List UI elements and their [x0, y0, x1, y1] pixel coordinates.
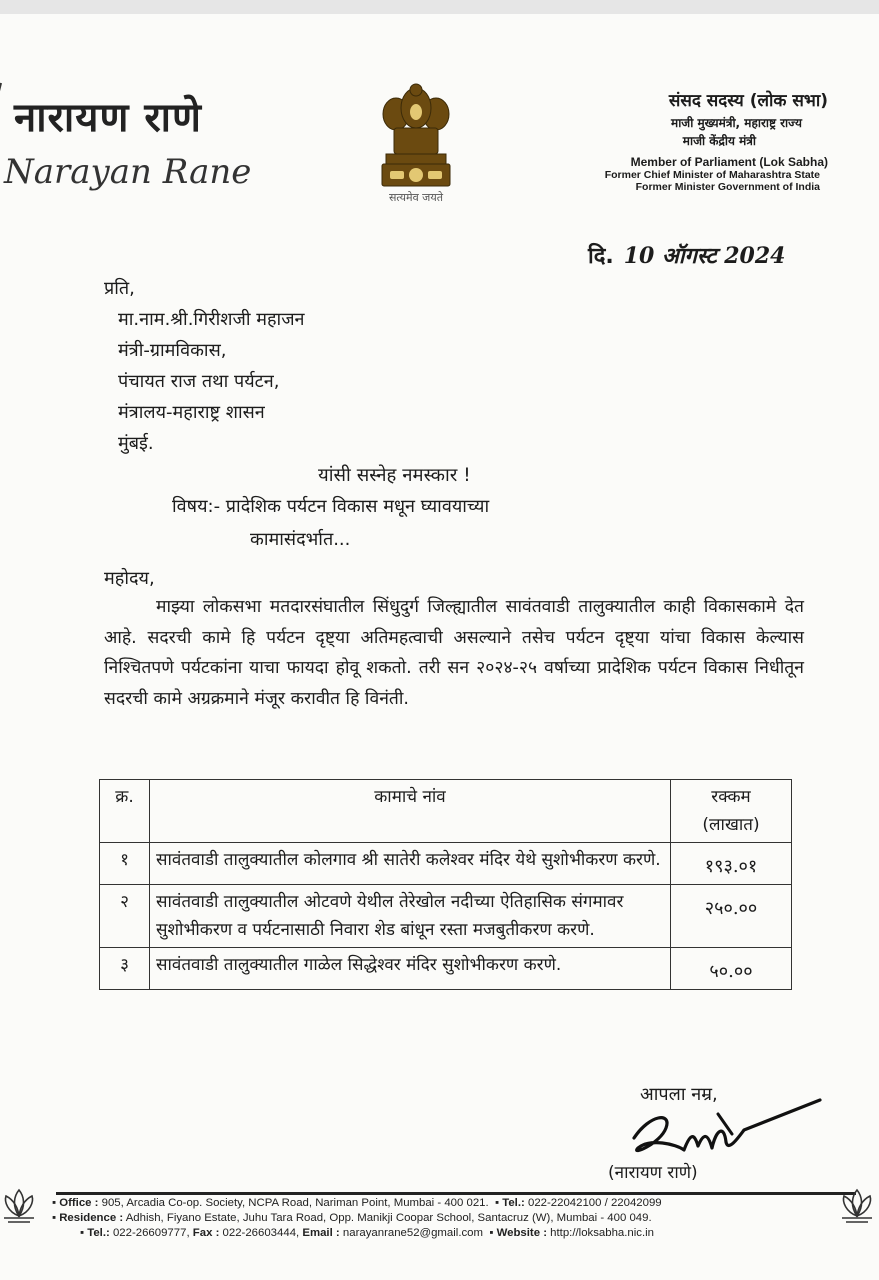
name-english: Narayan Rane	[4, 152, 252, 192]
row-sno: ३	[100, 948, 150, 990]
former-minister-marathi: माजी केंद्रीय मंत्री	[682, 134, 756, 148]
office-label: Office :	[59, 1197, 99, 1209]
row-amount: ५०.००	[671, 948, 792, 990]
header-work: कामाचे नांव	[150, 780, 671, 843]
table-row	[100, 843, 792, 885]
table-header-row	[100, 780, 792, 843]
recipient-line: पंचायत राज तथा पर्यटन,	[118, 371, 280, 392]
former-minister-english: Former Minister Government of India	[635, 181, 820, 193]
signatory-name: (नारायण राणे)	[608, 1163, 698, 1183]
office-phone: 022-22042100 / 22042099	[527, 1197, 662, 1209]
row-work: सावंतवाडी तालुक्यातील ओटवणे येथील तेरेखोल नदीच्या ऐतिहासिक संगमावर सुशोभीकरण व पर्यटनासाठी निवारा शेड बांधून रस्ता मजबुतीकरण करणे.	[150, 885, 671, 948]
former-cm-english: Former Chief Minister of Maharashtra State	[604, 169, 820, 181]
header-sno: क्र.	[100, 780, 150, 843]
row-sno: १	[100, 843, 150, 885]
recipient-line: मंत्रालय-महाराष्ट्र शासन	[118, 402, 265, 423]
subject-line: विषय:- प्रादेशिक पर्यटन विकास मधून घ्यावयाच्या	[172, 496, 490, 517]
title-marathi: संसद सदस्य (लोक सभा)	[668, 91, 828, 111]
fax-number: 022-26603444	[222, 1227, 297, 1239]
tel-label: Tel.:	[87, 1227, 110, 1239]
row-amount: १९३.०१	[671, 843, 792, 885]
lotus-logo-icon	[0, 1186, 38, 1230]
office-address: 905, Arcadia Co-op. Society, NCPA Road, Nariman Point, Mumbai - 400 021.	[101, 1197, 489, 1209]
website-link[interactable]: http://loksabha.nic.in	[550, 1227, 655, 1239]
header-amount-unit: (लाखात)	[702, 815, 760, 835]
row-sno: २	[100, 885, 150, 948]
footer-divider	[56, 1192, 856, 1195]
emblem-motto: सत्यमेव जयते	[388, 191, 443, 204]
former-cm-marathi: माजी मुख्यमंत्री, महाराष्ट्र राज्य	[671, 116, 802, 130]
recipient-line: मंत्री-ग्रामविकास,	[118, 340, 227, 361]
lotus-logo-icon	[838, 1186, 876, 1230]
header-amount-line: रक्कम	[711, 787, 751, 807]
recipient-prefix: प्रति,	[104, 278, 135, 299]
footer-residence-row: ▪ Residence : Adhish, Fiyano Estate, Juhu Tara Road, Opp. Manikji Coopar School, Santacruz (W), Mumbai - 400 049.	[52, 1212, 652, 1224]
table-row	[100, 948, 792, 990]
date-label: दि.	[588, 244, 614, 269]
title-english: Member of Parliament (Lok Sabha)	[630, 155, 828, 169]
table-row	[100, 885, 792, 948]
residence-address: Adhish, Fiyano Estate, Juhu Tara Road, Opp. Manikji Coopar School, Santacruz (W), Mumbai - 400 049.	[125, 1212, 652, 1224]
email-link[interactable]: narayanrane52@gmail.com	[342, 1227, 484, 1239]
greeting: यांसी सस्नेह नमस्कार !	[318, 465, 471, 486]
salutation: महोदय,	[104, 568, 155, 589]
residence-phone: 022-26609777	[112, 1227, 187, 1239]
name-marathi: नारायण राणे	[14, 94, 202, 141]
header-amount	[671, 780, 792, 843]
letterhead-designation	[605, 88, 828, 193]
row-amount: २५०.००	[671, 885, 792, 948]
footer-contact	[52, 1196, 824, 1241]
signature-icon	[620, 1094, 830, 1166]
residence-label: Residence :	[59, 1212, 124, 1224]
recipient-line: मुंबई.	[118, 433, 154, 454]
subject-line: कामासंदर्भात...	[250, 529, 351, 550]
row-work: सावंतवाडी तालुक्यातील गाळेल सिद्धेश्वर मंदिर सुशोभीकरण करणे.	[150, 948, 671, 990]
footer-office-row: ▪ Office : 905, Arcadia Co-op. Society, NCPA Road, Nariman Point, Mumbai - 400 021. ▪ Tel.: 022-22042100 / 22042099	[52, 1197, 662, 1209]
recipient-line: मा.नाम.श्री.गिरीशजी महाजन	[118, 309, 305, 330]
top-strip	[0, 0, 879, 14]
closing: आपला नम्र,	[640, 1084, 718, 1105]
fax-label: Fax :	[192, 1227, 220, 1239]
letter-date	[588, 240, 785, 270]
body-paragraph: माझ्या लोकसभा मतदारसंघातील सिंधुदुर्ग जिल्ह्यातील सावंतवाडी तालुक्यातील काही विकासकामे देत आहे. सदरची कामे हि पर्यटन दृष्ट्या अतिमहत्वाची असल्याने तसेच पर्यटन दृष्ट्या यांचा विकास केल्यास निश्चितपणे पर्यटकांना याचा फायदा होवू शकतो. तरी सन २०२४-२५ वर्षाच्या प्रादेशिक पर्यटन विकास निधीतून सदरची कामे अग्रक्रमाने मंजूर करावीत हि विनंती.	[104, 597, 804, 709]
works-table	[99, 779, 792, 990]
email-label: Email :	[302, 1227, 340, 1239]
footer-contact-row: ▪ Tel.: 022-26609777, Fax : 022-26603444, Email : narayanrane52@gmail.com ▪ Website : http://loksabha.nic.in	[80, 1227, 655, 1239]
date-value: 10 ऑगस्ट 2024	[623, 243, 786, 269]
national-emblem-icon	[372, 82, 460, 206]
tel-label: Tel.:	[502, 1197, 525, 1209]
website-label: Website :	[496, 1227, 547, 1239]
row-work: सावंतवाडी तालुक्यातील कोलगाव श्री सातेरी कलेश्वर मंदिर येथे सुशोभीकरण करणे.	[150, 843, 671, 885]
